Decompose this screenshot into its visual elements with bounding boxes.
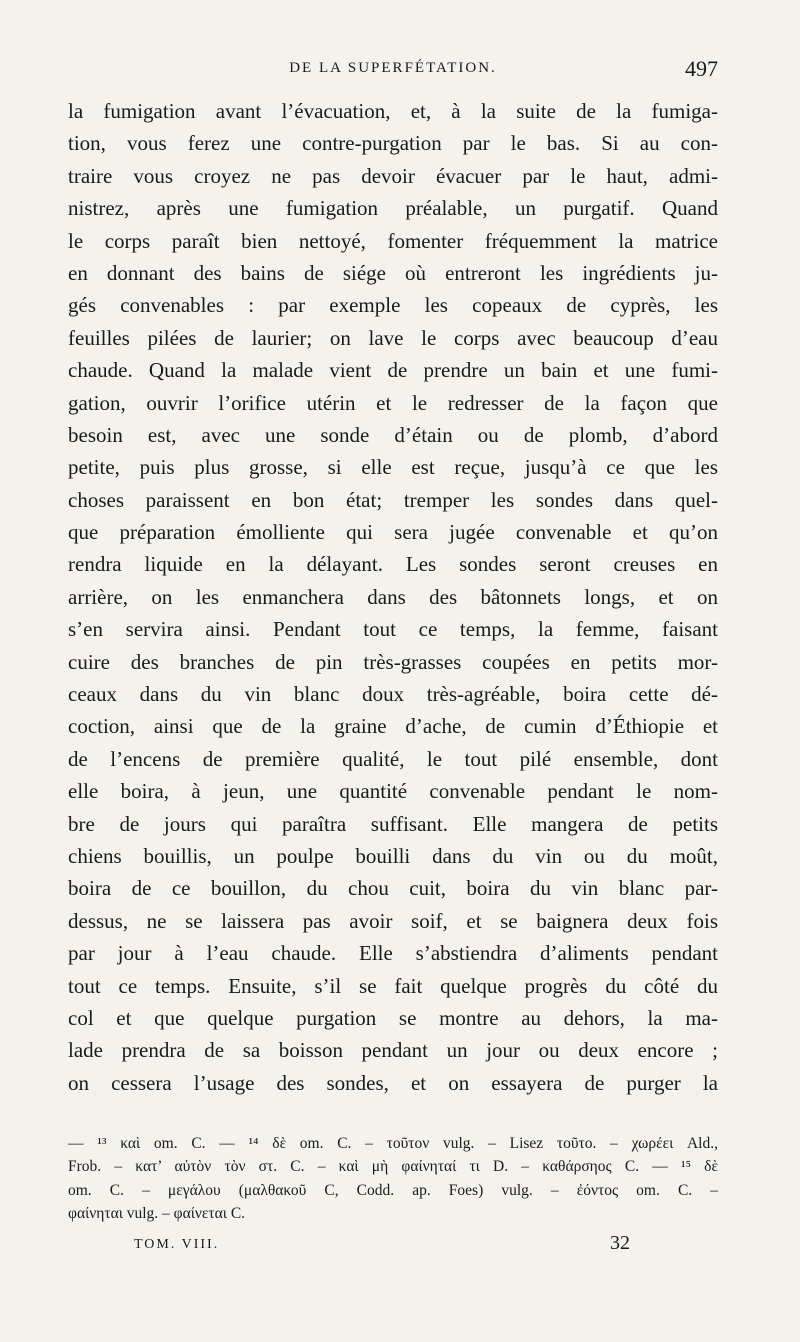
text-line: tout ce temps. Ensuite, s’il se fait quelque progrès du côté du xyxy=(68,973,718,998)
text-line: boira de ce bouillon, du chou cuit, boira du vin blanc par- xyxy=(68,876,718,901)
text-line: par jour à l’eau chaude. Elle s’abstiendra d’aliments pendant xyxy=(68,941,718,966)
footnote-line: Frob. – κατ’ αὐτὸν τὸν στ. C. – καὶ μὴ φαίνηταί τι D. – καθάρσηος C. — ¹⁵ δὲ xyxy=(68,1158,718,1176)
text-line: petite, puis plus grosse, si elle est reçue, jusqu’à ce que les xyxy=(68,455,718,480)
signature-number: 32 xyxy=(610,1232,630,1254)
running-title: DE LA SUPERFÉTATION. xyxy=(289,60,497,76)
footnotes xyxy=(68,1132,718,1225)
text-line: col et que quelque purgation se montre au dehors, la ma- xyxy=(68,1005,718,1030)
text-line: arrière, on les enmanchera dans des bâtonnets longs, et on xyxy=(68,584,718,609)
text-line: le corps paraît bien nettoyé, fomenter fréquemment la matrice xyxy=(68,228,718,253)
text-line: chiens bouillis, un poulpe bouilli dans du vin ou du moût, xyxy=(68,843,718,868)
text-line: dessus, ne se laissera pas avoir soif, et se baignera deux fois xyxy=(68,908,718,933)
text-line: on cessera l’usage des sondes, et on essayera de purger la xyxy=(68,1070,718,1095)
text-line: la fumigation avant l’évacuation, et, à la suite de la fumiga- xyxy=(68,99,718,123)
volume-signature: TOM. VIII. xyxy=(134,1237,220,1252)
footnote-line: φαίνηται vulg. – φαίνεται C. xyxy=(68,1204,246,1222)
text-line: tion, vous ferez une contre-purgation par le bas. Si au con- xyxy=(68,131,718,156)
text-line: que préparation émolliente qui sera jugée convenable et qu’on xyxy=(68,520,718,545)
text-line: lade prendra de sa boisson pendant un jour ou deux encore ; xyxy=(68,1038,718,1063)
footnote-line: om. C. – μεγάλου (μαλθακοῦ C, Codd. ap. Foes) vulg. – ἐόντος om. C. – xyxy=(68,1181,718,1199)
text-line: gation, ouvrir l’orifice utérin et le redresser de la façon que xyxy=(68,390,718,415)
text-line: ceaux dans du vin blanc doux très-agréable, boira cette dé- xyxy=(68,682,718,707)
text-line: feuilles pilées de laurier; on lave le corps avec beaucoup d’eau xyxy=(68,325,718,350)
text-line: s’en servira ainsi. Pendant tout ce temps, la femme, faisant xyxy=(68,617,718,642)
text-line: gés convenables : par exemple les copeaux de cyprès, les xyxy=(68,293,718,318)
text-line: traire vous croyez ne pas devoir évacuer par le haut, admi- xyxy=(68,163,718,188)
text-line: rendra liquide en la délayant. Les sondes seront creuses en xyxy=(68,552,718,577)
text-line: cuire des branches de pin très-grasses coupées en petits mor- xyxy=(68,649,718,674)
text-line: nistrez, après une fumigation préalable, un purgatif. Quand xyxy=(68,196,718,221)
text-line: en donnant des bains de siége où entreront les ingrédients ju- xyxy=(68,260,718,285)
text-line: besoin est, avec une sonde d’étain ou de plomb, d’abord xyxy=(68,422,718,447)
text-line: bre de jours qui paraîtra suffisant. Elle mangera de petits xyxy=(68,811,718,836)
text-line: elle boira, à jeun, une quantité convenable pendant le nom- xyxy=(68,779,718,804)
text-line: choses paraissent en bon état; tremper les sondes dans quel- xyxy=(68,487,718,512)
running-head xyxy=(68,56,718,88)
text-line: de l’encens de première qualité, le tout pilé ensemble, dont xyxy=(68,746,718,771)
text-line: chaude. Quand la malade vient de prendre un bain et une fumi- xyxy=(68,358,718,383)
footnote-line: — ¹³ καὶ om. C. — ¹⁴ δὲ om. C. – τοῦτον vulg. – Lisez τοῦτο. – χωρέει Ald., xyxy=(68,1135,718,1152)
text-line: coction, ainsi que de la graine d’ache, de cumin d’Éthiopie et xyxy=(68,714,718,739)
page-number: 497 xyxy=(685,56,718,81)
body-text xyxy=(68,95,718,1099)
